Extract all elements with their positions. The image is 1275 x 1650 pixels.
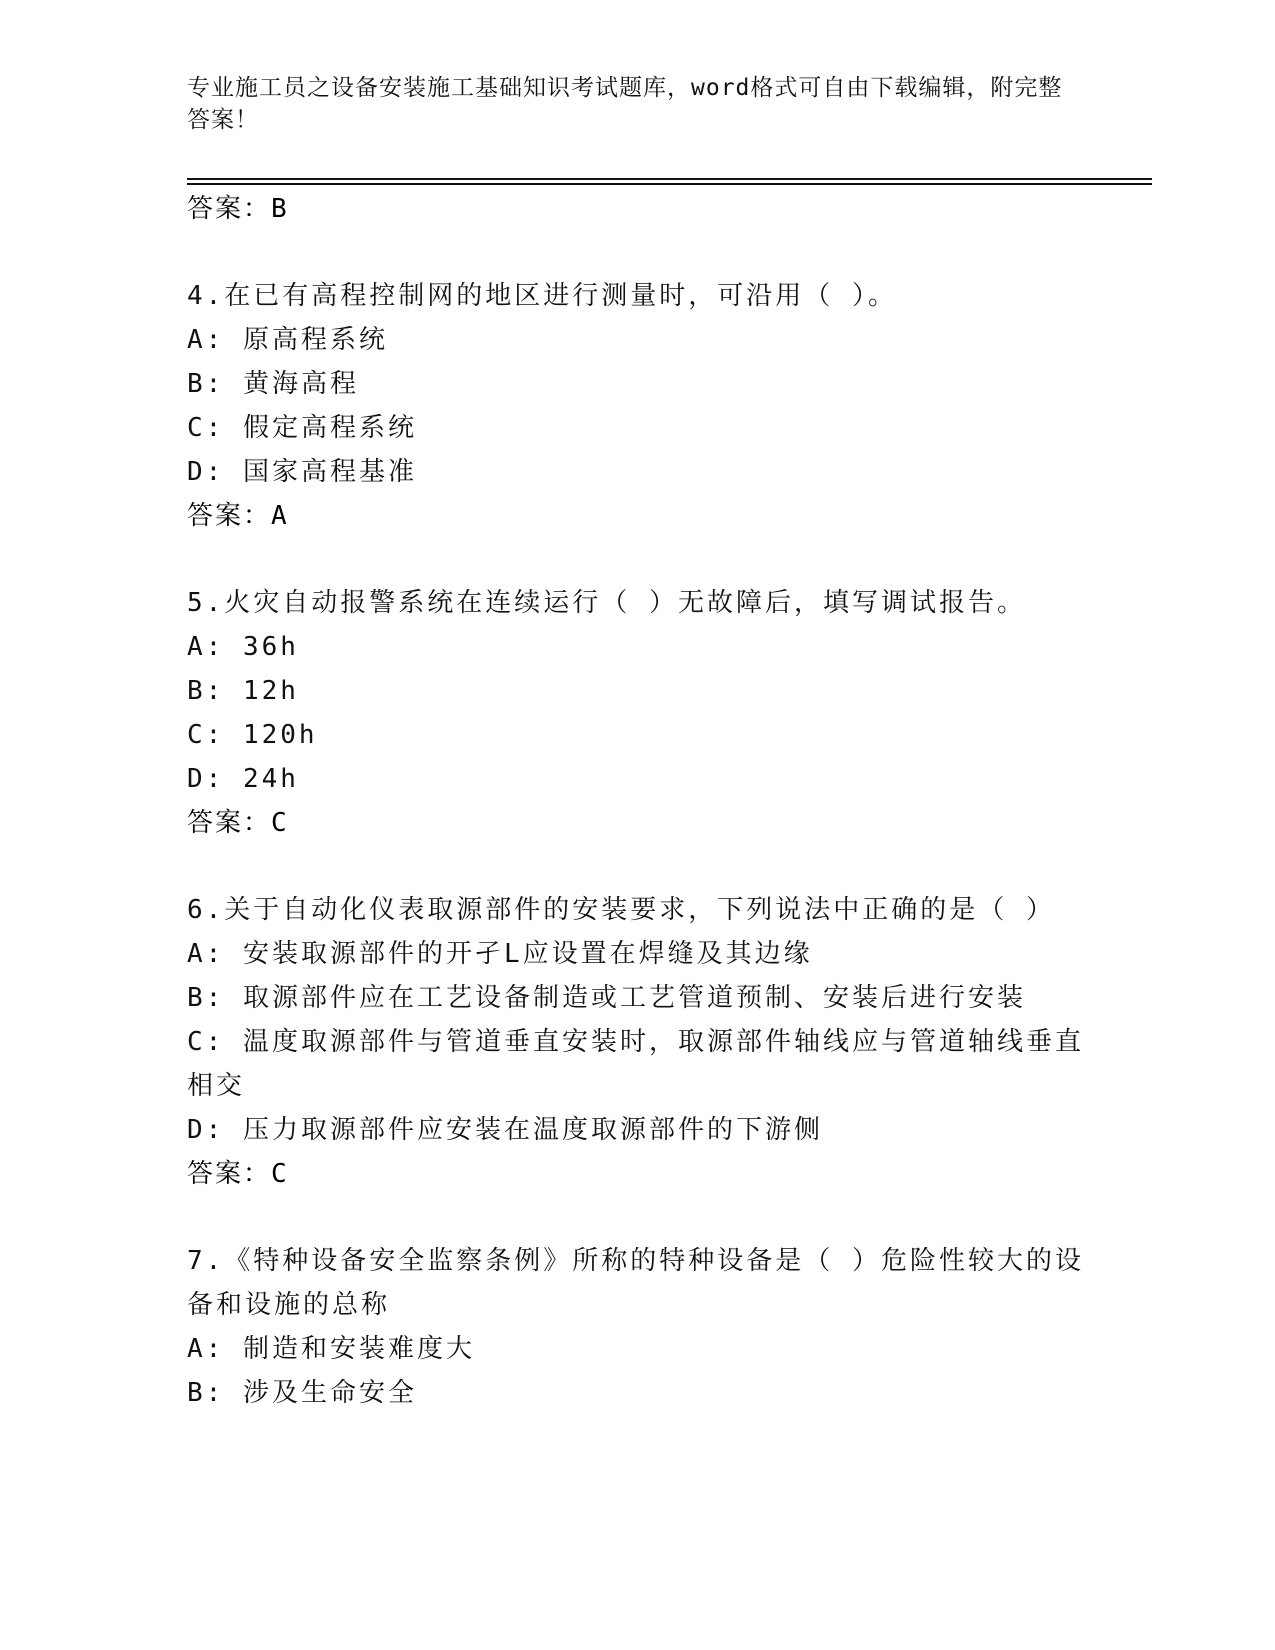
header-rule-bottom [187,183,1152,185]
question-5-option-c: C: 120h [187,720,318,750]
question-7-option-a: A: 制造和安装难度大 [187,1334,475,1364]
question-5-option-d: D: 24h [187,764,299,794]
question-7-stem-cont: 备和设施的总称 [187,1290,391,1320]
question-4-option-c: C: 假定高程系统 [187,413,417,443]
header-rule-top [187,178,1152,180]
answer-q4: 答案：A [187,501,289,531]
question-6-option-c: C: 温度取源部件与管道垂直安装时，取源部件轴线应与管道轴线垂直 [187,1027,1084,1057]
question-5-option-a: A: 36h [187,632,299,662]
question-6-option-b: B: 取源部件应在工艺设备制造或工艺管道预制、安装后进行安装 [187,983,1026,1013]
question-5-stem: 5.火灾自动报警系统在连续运行（ ）无故障后，填写调试报告。 [187,588,1026,618]
question-7-stem: 7.《特种设备安全监察条例》所称的特种设备是（ ）危险性较大的设 [187,1246,1084,1276]
question-5-option-b: B: 12h [187,676,299,706]
question-6-option-a: A: 安装取源部件的开孑L应设置在焊缝及其边缘 [187,939,813,969]
question-7-option-b: B: 涉及生命安全 [187,1378,417,1408]
question-4-stem: 4.在已有高程控制网的地区进行测量时，可沿用（ ）。 [187,281,897,311]
page-header: 专业施工员之设备安装施工基础知识考试题库，word格式可自由下载编辑，附完整答案！ [187,75,1063,133]
answer-q6: 答案：C [187,1159,289,1189]
question-6-option-c-cont: 相交 [187,1071,246,1101]
answer-q3: 答案：B [187,194,289,224]
question-4-option-d: D: 国家高程基准 [187,457,417,487]
question-6-option-d: D: 压力取源部件应安装在温度取源部件的下游侧 [187,1115,823,1145]
question-4-option-b: B: 黄海高程 [187,369,359,399]
question-6-stem: 6.关于自动化仪表取源部件的安装要求，下列说法中正确的是（ ） [187,895,1055,925]
answer-q5: 答案：C [187,808,289,838]
question-4-option-a: A: 原高程系统 [187,325,388,355]
